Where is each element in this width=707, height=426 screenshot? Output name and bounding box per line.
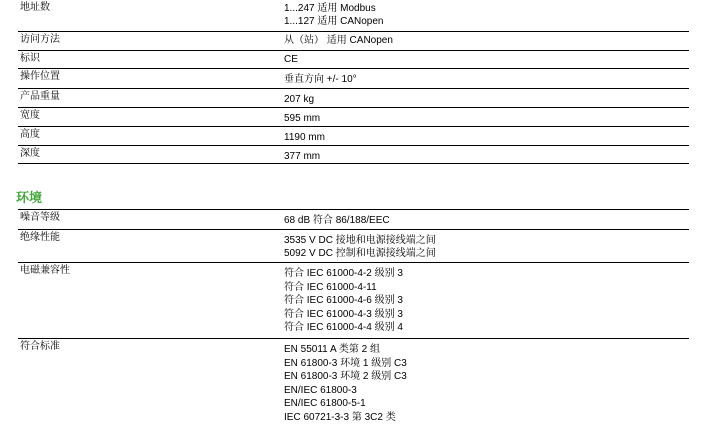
spec-row-height [18,127,689,146]
row-value: 垂直方向 +/- 10° [284,74,357,85]
spec-row-depth [18,146,689,164]
row-value: 595 mm [284,113,321,124]
row-value: CE [284,54,298,65]
row-value: 68 dB 符合 86/188/EEC [284,215,390,226]
row-label: 高度 [20,129,40,140]
env-row-noise-level [18,210,689,230]
spec-row-marking [18,51,689,69]
section-title-environment: 环境 [16,190,43,205]
spec-row-product-weight [18,89,689,108]
row-label: 深度 [20,148,40,159]
row-label: 宽度 [20,110,40,121]
row-value: 符合 IEC 61000-4-2 级别 3 符合 IEC 61000-4-11 符合 IEC 61000-4-6 级别 3 符合 IEC 61000-4-3 级别 3 符合 IEC 61000-4-4 级别 4 [284,268,403,334]
row-label: 符合标准 [20,341,60,352]
spec-row-access-method [18,32,689,51]
spec-row-width [18,108,689,127]
row-label: 操作位置 [20,71,60,82]
row-value: 207 kg [284,94,315,105]
environment-table [18,209,689,425]
row-label: 地址数 [20,2,50,13]
env-row-standards [18,339,689,425]
row-value: 1...247 适用 Modbus 1...127 适用 CANopen [284,3,384,27]
row-label: 产品重量 [20,91,60,102]
row-value: 377 mm [284,151,321,162]
row-value: 3535 V DC 接地和电源接线端之间 5092 V DC 控制和电源接线端之间 [284,235,436,259]
env-row-emc [18,263,689,339]
row-label: 电磁兼容性 [20,265,70,276]
row-label: 噪音等级 [20,212,60,223]
row-label: 绝缘性能 [20,232,60,243]
row-value: EN 55011 A 类第 2 组 EN 61800-3 环境 1 级别 C3 EN 61800-3 环境 2 级别 C3 EN/IEC 61800-3 EN/IEC 61800-5-1 IEC 60721-3-3 第 3C2 类 [284,344,407,423]
env-row-insulation [18,230,689,263]
row-label: 访问方法 [20,34,60,45]
row-value: 1190 mm [284,132,325,143]
spec-row-mounting-position [18,69,689,89]
spec-table [18,2,689,164]
row-value: 从（站） 适用 CANopen [284,35,393,46]
spec-row-address-count [18,2,689,32]
row-label: 标识 [20,53,40,64]
